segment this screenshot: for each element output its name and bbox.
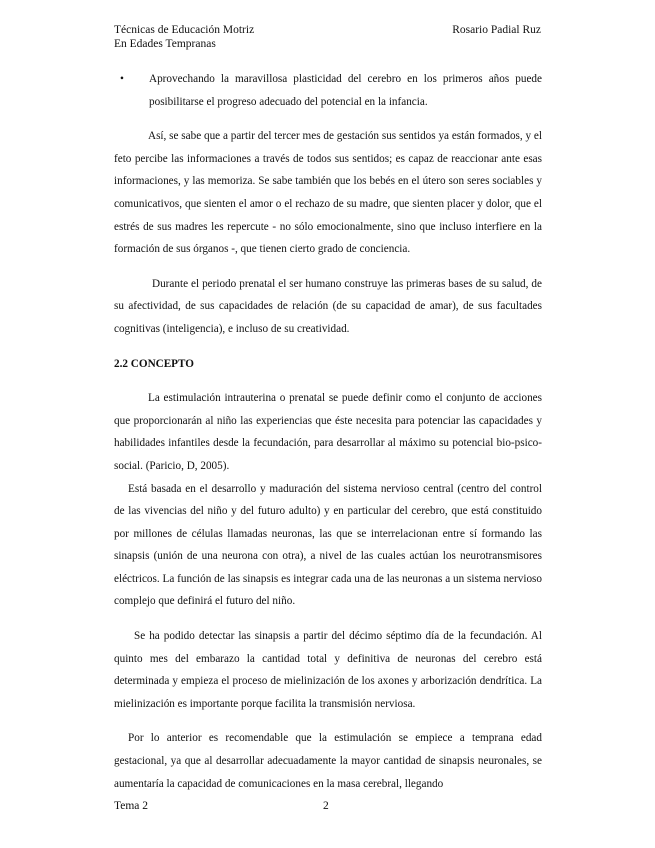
header-course-title: Técnicas de Educación Motriz	[114, 24, 255, 36]
paragraph-prenatal: Durante el periodo prenatal el ser humano construye las primeras bases de su salud, de su afectividad, de sus capacidades de relación (de su capacidad de amar), de sus facultades cognitivas (inteligencia), e incluso de su creatividad.	[114, 277, 542, 335]
paragraph-synapses: Se ha podido detectar las sinapsis a partir del décimo séptimo día de la fecundación. Al quinto mes del embarazo la cantidad total y definitiva de neuronas del cerebro está determinada y empieza el proceso de mielinización de los axones y arborización dendrítica. La mielinización es importante porque facilita la transmisión nerviosa.	[114, 630, 542, 710]
header-author: Rosario Padial Ruz	[452, 24, 541, 36]
paragraph-gestation: Así, se sabe que a partir del tercer mes de gestación sus sentidos ya están formados, y el feto percibe las informaciones a través de todos sus sentidos; es capaz de reaccionar ante esas informaciones, y las memoriza. Se sabe también que los bebés en el útero son seres sociables y comunicativos, que sienten el amor o el rechazo de su madre, que sienten placer y dolor, que el estrés de sus madres les repercute - no sólo emocionalmente, sino que incluso interfiere en la formación de sus órganos -, que tienen cierto grado de conciencia.	[114, 130, 542, 256]
page-header	[114, 23, 254, 51]
page-number: 2	[323, 800, 329, 812]
bullet-text: Aprovechando la maravillosa plasticidad del cerebro en los primeros años puede posibilitarse el progreso adecuado del potencial en la infancia.	[149, 73, 542, 108]
paragraph-nervous-system: Está basada en el desarrollo y maduración del sistema nervioso central (centro del control de las vivencias del niño y del futuro adulto) y en particular del cerebro, que está constituido por millones de células llamadas neuronas, las que se interrelacionan entre sí formando las sinapsis (unión de una neurona con otra), a nivel de las cuales actúan los neurotransmisores eléctricos. La función de las sinapsis es integrar cada una de las neuronas a un sistema nervioso complejo que definirá el futuro del niño.	[114, 482, 542, 608]
footer-chapter: Tema 2	[114, 800, 149, 812]
header-course-subtitle: En Edades Tempranas	[114, 38, 216, 50]
paragraph-definition: La estimulación intrauterina o prenatal se puede definir como el conjunto de acciones que proporcionarán al niño las experiencias que éste necesita para potenciar las capacidades y habilidades infantiles desde la fecundación, para desarrollar al máximo su potencial bio-psico-social. (Paricio, D, 2005).	[114, 392, 542, 472]
paragraph-recommendation: Por lo anterior es recomendable que la estimulación se empiece a temprana edad gestacional, ya que al desarrollar adecuadamente la mayor cantidad de sinapsis neuronales, se aumentaría la capacidad de comunicaciones en la masa cerebral, llegando	[114, 732, 542, 790]
bullet-item	[120, 68, 542, 113]
section-heading: 2.2 CONCEPTO	[114, 357, 194, 370]
bullet-symbol: •	[120, 73, 124, 85]
page-body	[114, 68, 542, 795]
